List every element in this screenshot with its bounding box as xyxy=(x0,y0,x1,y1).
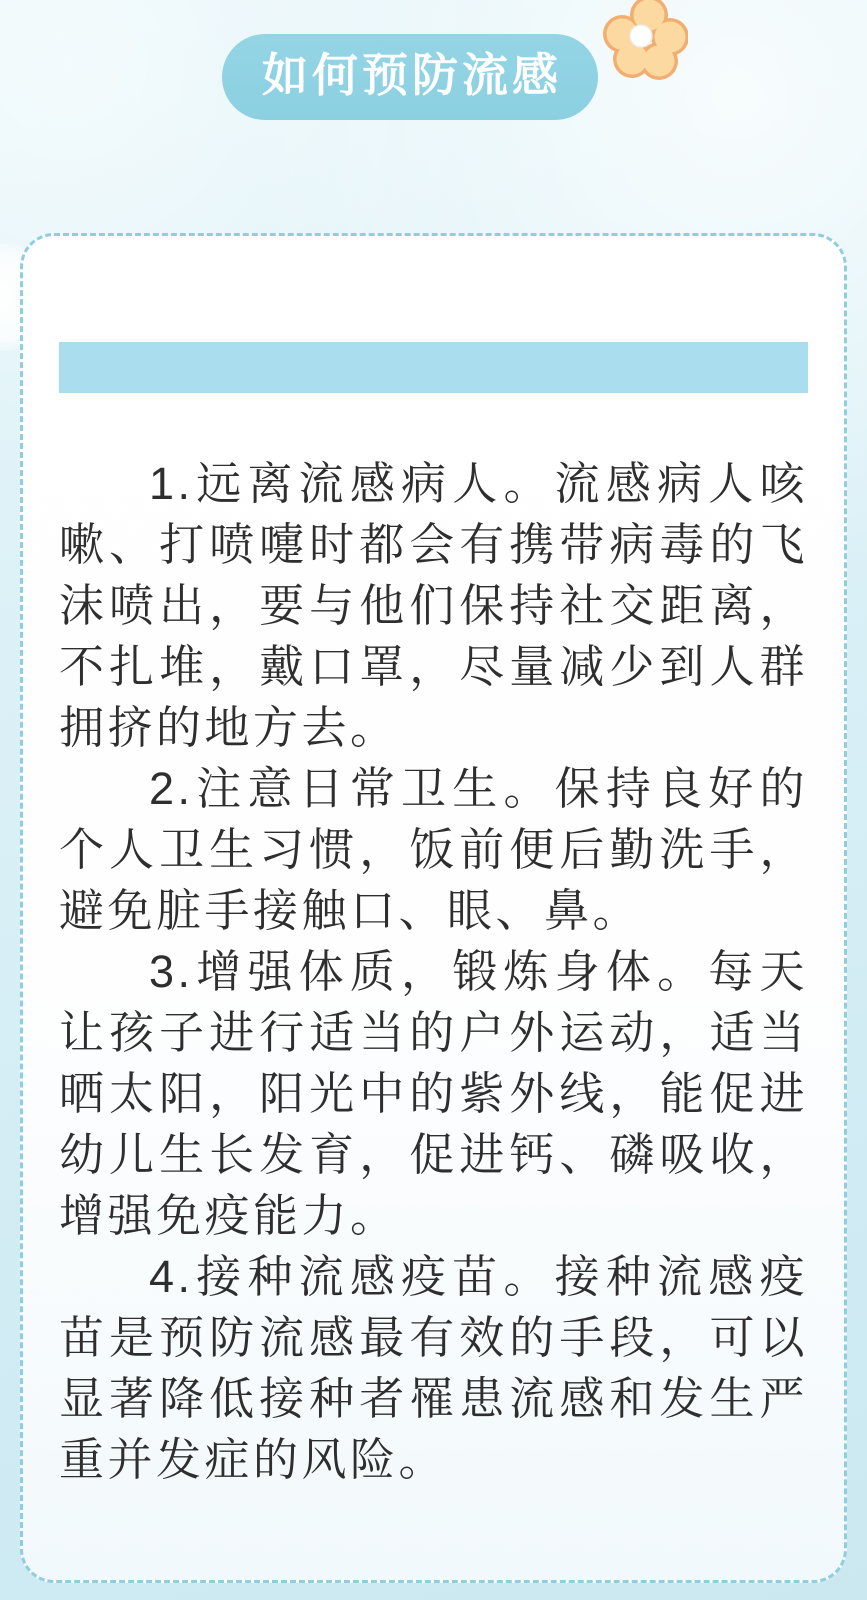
paragraph-2: 2.注意日常卫生。保持良好的个人卫生习惯，饭前便后勤洗手，避免脏手接触口、眼、鼻。 xyxy=(59,763,808,936)
paragraph-list xyxy=(59,453,808,1490)
content-box xyxy=(20,233,847,1583)
paragraph-4: 4.接种流感疫苗。接种流感疫苗是预防流感最有效的手段，可以显著降低接种者罹患流感和发生严重并发症的风险。 xyxy=(59,1251,808,1485)
page-title: 如何预防流感 xyxy=(262,49,562,101)
highlight-bar xyxy=(59,342,808,393)
paragraph-3: 3.增强体质，锻炼身体。每天让孩子进行适当的户外运动，适当晒太阳，阳光中的紫外线，能促进幼儿生长发育，促进钙、磷吸收，增强免疫能力。 xyxy=(59,946,808,1241)
title-pill xyxy=(222,34,598,120)
flower-icon xyxy=(602,0,688,83)
paragraph-1: 1.远离流感病人。流感病人咳嗽、打喷嚏时都会有携带病毒的飞沫喷出，要与他们保持社交距离，不扎堆，戴口罩，尽量减少到人群拥挤的地方去。 xyxy=(59,458,808,753)
